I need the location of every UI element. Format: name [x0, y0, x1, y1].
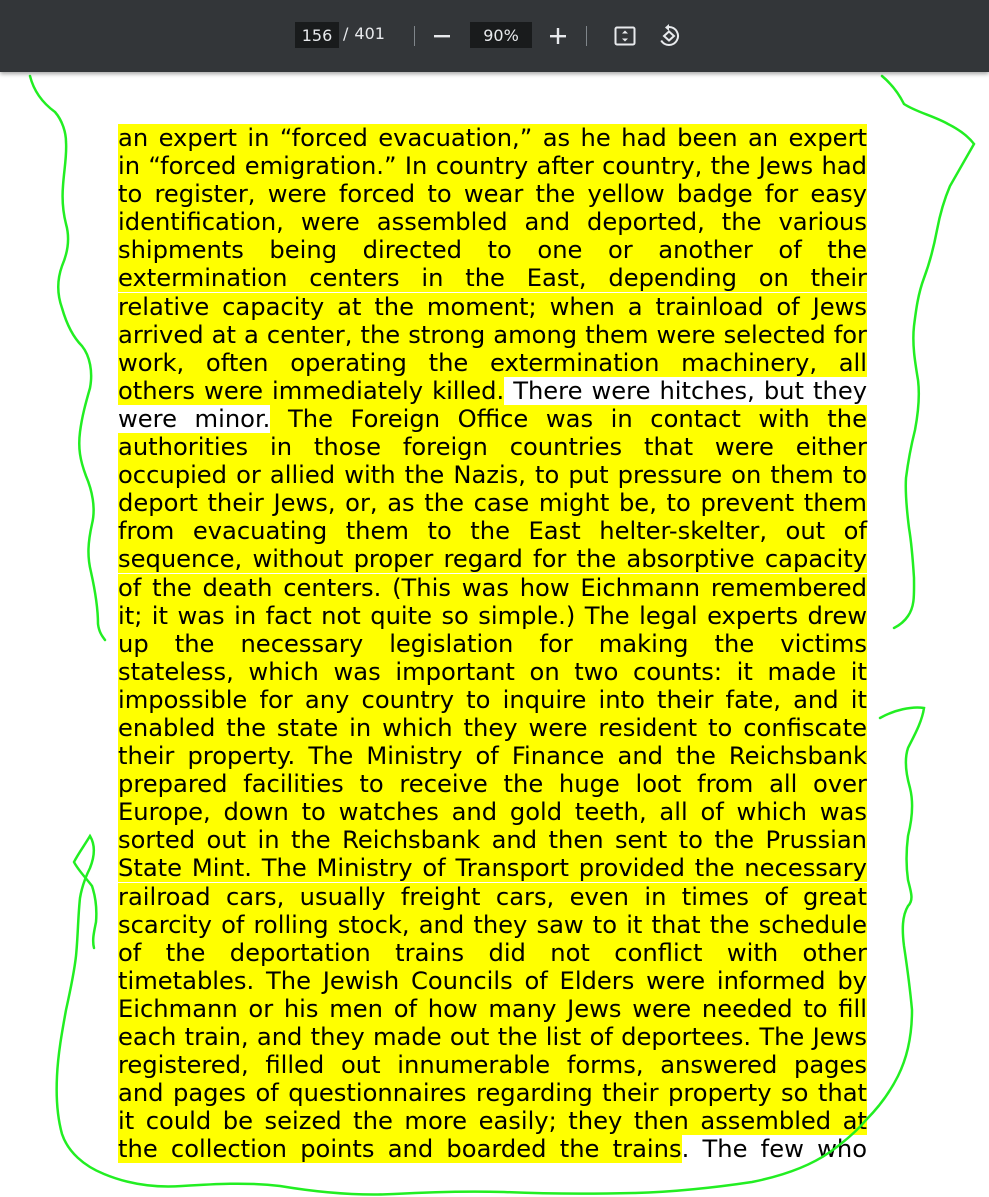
zoom-in-button[interactable] — [542, 20, 574, 52]
highlighted-text: The Foreign Office was in contact with the — [270, 404, 868, 433]
minus-icon — [432, 26, 452, 46]
page-number-input[interactable]: 156 — [295, 22, 339, 48]
text-line — [118, 152, 867, 180]
highlighted-text: the collection points and boarded the trains — [118, 1135, 682, 1164]
text-line — [118, 1023, 867, 1051]
highlighted-text: sequence, without proper regard for the absorptive capacity — [118, 545, 867, 574]
text-line — [118, 1107, 867, 1135]
zoom-out-button[interactable] — [426, 20, 458, 52]
text-line — [118, 349, 867, 377]
text-line — [118, 517, 867, 545]
highlighted-text: relative capacity at the moment; when a trainload of Jews — [118, 292, 867, 321]
highlighted-text: enabled the state in which they were resident to confiscate — [118, 713, 867, 742]
text-line — [118, 939, 867, 967]
text-line — [118, 798, 867, 826]
document-page-text — [118, 124, 867, 1163]
highlighted-text: work, often operating the extermination machinery, all — [118, 348, 867, 377]
highlighted-text: extermination centers in the East, depending on their — [118, 264, 867, 293]
toolbar-divider — [414, 26, 415, 46]
text-line — [118, 405, 867, 433]
text-line — [118, 545, 867, 573]
fit-to-page-icon — [613, 24, 637, 48]
plain-text: were minor. — [118, 404, 271, 433]
text-line — [118, 461, 867, 489]
text-line — [118, 489, 867, 517]
highlighted-text: in “forced emigration.” In country after country, the Jews had — [118, 152, 867, 181]
text-line — [118, 770, 867, 798]
text-line — [118, 236, 867, 264]
highlighted-text: shipments being directed to one or another of the — [118, 236, 867, 265]
text-line — [118, 658, 867, 686]
highlighted-text: of the death centers. (This was how Eichmann remembered — [118, 573, 867, 602]
text-line — [118, 124, 867, 152]
highlighted-text: State Mint. The Ministry of Transport provided the necessary — [118, 854, 867, 883]
total-pages: 401 — [354, 24, 385, 43]
highlighted-text: arrived at a center, the strong among them were selected for — [118, 320, 867, 349]
highlighted-text: Eichmann or his men of how many Jews were needed to fill — [118, 994, 867, 1023]
plus-icon — [548, 26, 568, 46]
text-line — [118, 854, 867, 882]
text-line — [118, 602, 867, 630]
highlighted-text: up the necessary legislation for making the victims — [118, 629, 867, 658]
highlighted-text: it; it was in fact not quite so simple.) The legal experts drew — [118, 601, 867, 630]
highlighted-text: each train, and they made out the list of deportees. The Jews — [118, 1023, 867, 1051]
text-line — [118, 321, 867, 349]
text-line — [118, 1051, 867, 1079]
zoom-level-input[interactable]: 90% — [470, 22, 532, 48]
highlighted-text: timetables. The Jewish Councils of Elders were informed by — [118, 966, 867, 995]
highlighted-text: stateless, which was important on two counts: it made it — [118, 657, 867, 686]
highlighted-text: Europe, down to watches and gold teeth, all of which was — [118, 798, 867, 827]
highlighted-text: it could be seized the more easily; they then assembled at — [118, 1107, 867, 1136]
highlighted-text: occupied or allied with the Nazis, to put pressure on them to — [118, 461, 867, 490]
text-line — [118, 574, 867, 602]
text-line — [118, 911, 867, 939]
highlighted-text: impossible for any country to inquire into their fate, and it — [118, 685, 867, 714]
rotate-icon — [656, 23, 682, 49]
text-line — [118, 686, 867, 714]
text-line — [118, 630, 867, 658]
text-line — [118, 742, 867, 770]
text-line — [118, 714, 867, 742]
page-count — [343, 24, 385, 43]
highlighted-text: deport their Jews, or, as the case might be, to prevent them — [118, 489, 867, 518]
text-line — [118, 1079, 867, 1107]
highlighted-text: an expert in “forced evacuation,” as he had been an expert — [118, 124, 867, 152]
highlighted-text: and pages of questionnaires regarding their property so that — [118, 1079, 867, 1108]
text-line — [118, 1135, 867, 1163]
text-line — [118, 264, 867, 292]
text-line — [118, 967, 867, 995]
rotate-button[interactable] — [653, 20, 685, 52]
highlighted-text: their property. The Ministry of Finance and the Reichsbank — [118, 742, 867, 771]
highlighted-text: of the deportation trains did not conflict with other — [118, 938, 867, 967]
text-line — [118, 293, 867, 321]
text-line — [118, 377, 867, 405]
highlighted-text: registered, filled out innumerable forms, answered pages — [118, 1051, 867, 1080]
text-line — [118, 208, 867, 236]
toolbar-divider — [586, 26, 587, 46]
text-line — [118, 995, 867, 1023]
fit-to-page-button[interactable] — [609, 20, 641, 52]
plain-text: . The few who — [681, 1135, 867, 1164]
highlighted-text: from evacuating them to the East helter-skelter, out of — [118, 517, 867, 546]
highlighted-text: scarcity of rolling stock, and they saw to it that the schedule — [118, 910, 867, 939]
highlighted-text: sorted out in the Reichsbank and then sent to the Prussian — [118, 826, 867, 855]
plain-text: There were hitches, but they — [504, 376, 868, 405]
highlighted-text: identification, were assembled and deported, the various — [118, 208, 867, 237]
page-separator: / — [343, 24, 349, 43]
text-line — [118, 883, 867, 911]
text-line — [118, 180, 867, 208]
highlighted-text: prepared facilities to receive the huge loot from all over — [118, 770, 867, 799]
highlighted-text: to register, were forced to wear the yellow badge for easy — [118, 180, 867, 209]
text-line — [118, 826, 867, 854]
pdf-toolbar — [0, 0, 989, 72]
highlighted-text: authorities in those foreign countries that were either — [118, 433, 867, 462]
text-line — [118, 433, 867, 461]
highlighted-text: others were immediately killed. — [118, 376, 505, 405]
highlighted-text: railroad cars, usually freight cars, even in times of great — [118, 882, 867, 911]
